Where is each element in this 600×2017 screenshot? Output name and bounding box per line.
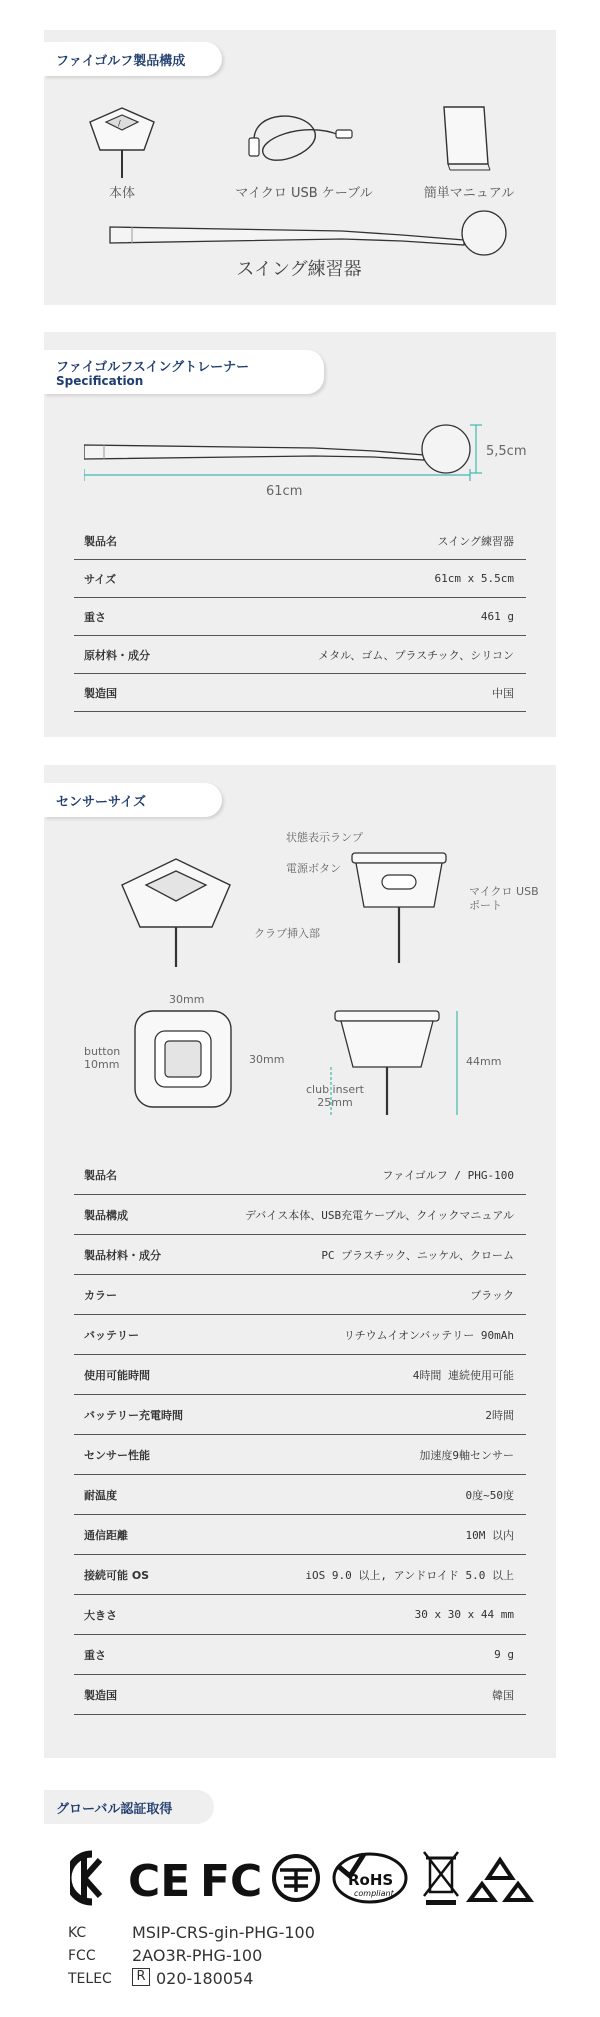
dim-side-height: 30mm bbox=[249, 1053, 285, 1066]
dim-top-width: 30mm bbox=[169, 993, 205, 1006]
spec-value: スイング練習器 bbox=[437, 534, 514, 548]
table-row bbox=[74, 1315, 526, 1355]
spec-key: バッテリー充電時間 bbox=[84, 1408, 183, 1422]
table-row bbox=[74, 1635, 526, 1675]
club-label: スイング練習器 bbox=[236, 259, 362, 280]
table-row bbox=[74, 1195, 526, 1235]
certification-logos bbox=[70, 1848, 540, 1908]
table-row bbox=[74, 1475, 526, 1515]
callout-club-insert: クラブ挿入部 bbox=[254, 927, 320, 940]
telec-mark-icon bbox=[274, 1856, 318, 1900]
sensor-tab: センサーサイズ bbox=[44, 783, 222, 817]
manual-illustration bbox=[436, 102, 496, 177]
spec-value: 韓国 bbox=[492, 1688, 514, 1702]
spec-value: リチウムイオンバッテリー 90mAh bbox=[343, 1328, 514, 1342]
component-label-cable: マイクロ USB ケーブル bbox=[235, 186, 373, 201]
trainer-dimension-illustration bbox=[84, 417, 524, 507]
component-label-body: 本体 bbox=[108, 186, 135, 201]
table-row bbox=[74, 636, 526, 674]
spec-value: 10M 以内 bbox=[465, 1528, 514, 1542]
cert-label-fcc: FCC bbox=[68, 1948, 96, 1964]
dim-button: button 10mm bbox=[84, 1045, 121, 1072]
table-row bbox=[74, 560, 526, 598]
spec-key: 製造国 bbox=[84, 1688, 117, 1702]
sensor-perspective-illustration bbox=[116, 845, 246, 975]
components-panel bbox=[44, 30, 556, 305]
table-row bbox=[74, 1355, 526, 1395]
table-row bbox=[74, 598, 526, 636]
spec-key: 製品名 bbox=[84, 534, 117, 548]
spec-value: ブラック bbox=[470, 1288, 514, 1302]
spec-value: 461 g bbox=[480, 610, 514, 623]
kc-mark-icon bbox=[70, 1854, 100, 1902]
components-tab: ファイゴルフ製品構成 bbox=[44, 42, 222, 76]
table-row bbox=[74, 1675, 526, 1715]
spec-value: PC プラスチック、ニッケル、クローム bbox=[321, 1248, 514, 1262]
spec-value: メタル、ゴム、プラスチック、シリコン bbox=[318, 648, 514, 662]
table-row bbox=[74, 1235, 526, 1275]
usb-cable-illustration bbox=[244, 100, 354, 180]
spec-value: 9 g bbox=[494, 1648, 514, 1661]
svg-text:RoHS: RoHS bbox=[348, 1871, 394, 1889]
callout-usb-port: マイクロ USB ポート bbox=[469, 885, 539, 913]
spec-value: 中国 bbox=[492, 686, 514, 700]
sensor-side-illustration bbox=[344, 845, 454, 975]
table-row bbox=[74, 1515, 526, 1555]
spec-key: 接続可能 OS bbox=[84, 1568, 150, 1582]
component-label-manual: 簡単マニュアル bbox=[423, 186, 515, 201]
spec-value: 4時間 連続使用可能 bbox=[412, 1368, 514, 1382]
spec-key: 重さ bbox=[84, 610, 106, 624]
trainer-tab-subtitle: Specification bbox=[56, 374, 144, 388]
trainer-length-dimension: 61cm bbox=[266, 484, 303, 499]
spec-key: センサー性能 bbox=[84, 1448, 150, 1462]
spec-key: カラー bbox=[84, 1288, 117, 1302]
spec-key: 通信距離 bbox=[84, 1528, 128, 1542]
trainer-height-dimension: 5,5cm bbox=[486, 444, 527, 459]
cert-label-kc: KC bbox=[68, 1925, 87, 1941]
weee-bin-icon bbox=[424, 1852, 458, 1905]
trainer-tab-title: ファイゴルフスイングトレーナー bbox=[56, 360, 250, 375]
trainer-spec-panel bbox=[44, 332, 556, 737]
rohs-mark-icon bbox=[334, 1854, 406, 1902]
table-row bbox=[74, 1435, 526, 1475]
spec-key: 製品構成 bbox=[84, 1208, 128, 1222]
spec-value: 61cm x 5.5cm bbox=[434, 572, 514, 585]
cert-label-telec: TELEC bbox=[68, 1971, 112, 1987]
sensor-spec-panel bbox=[44, 765, 556, 1758]
table-row bbox=[74, 674, 526, 712]
ce-mark-icon: CE bbox=[128, 1856, 191, 1907]
table-row bbox=[74, 1155, 526, 1195]
dim-height: 44mm bbox=[466, 1055, 502, 1068]
callout-status-lamp: 状態表示ランプ bbox=[286, 831, 363, 844]
cert-value-telec: 020-180054 bbox=[156, 1969, 254, 1988]
spec-value: 30 x 30 x 44 mm bbox=[414, 1608, 514, 1621]
spec-value: iOS 9.0 以上, アンドロイド 5.0 以上 bbox=[305, 1568, 514, 1582]
spec-key: 原材料・成分 bbox=[84, 648, 150, 662]
svg-text:compliant: compliant bbox=[354, 1889, 394, 1898]
cert-value-fcc: 2AO3R-PHG-100 bbox=[132, 1946, 263, 1965]
spec-key: 製品材料・成分 bbox=[84, 1248, 161, 1262]
dim-club-insert: club insert 25mm bbox=[306, 1083, 364, 1110]
table-row bbox=[74, 1595, 526, 1635]
spec-value: 0度~50度 bbox=[465, 1488, 514, 1502]
spec-value: 加速度9軸センサー bbox=[419, 1448, 514, 1462]
spec-key: バッテリー bbox=[84, 1328, 139, 1342]
spec-value: ファイゴルフ / PHG-100 bbox=[382, 1168, 514, 1182]
spec-key: 製品名 bbox=[84, 1168, 117, 1182]
table-row bbox=[74, 522, 526, 560]
spec-key: 大きさ bbox=[84, 1608, 117, 1622]
trainer-tab bbox=[44, 350, 324, 394]
cert-value-kc: MSIP-CRS-gin-PHG-100 bbox=[132, 1923, 315, 1942]
callout-power-button: 電源ボタン bbox=[286, 862, 341, 875]
fcc-mark-icon: FC bbox=[200, 1856, 263, 1907]
spec-value: 2時間 bbox=[485, 1408, 514, 1422]
spec-key: 耐温度 bbox=[84, 1488, 117, 1502]
spec-key: 使用可能時間 bbox=[84, 1368, 150, 1382]
trainer-spec-table bbox=[74, 522, 526, 712]
certification-tab: グローバル認証取得 bbox=[44, 1790, 214, 1824]
telec-r-mark-icon: R bbox=[132, 1968, 150, 1986]
table-row bbox=[74, 1395, 526, 1435]
spec-key: 製造国 bbox=[84, 686, 117, 700]
spec-key: サイズ bbox=[84, 572, 117, 586]
table-row bbox=[74, 1555, 526, 1595]
spec-value: デバイス本体、USB充電ケーブル、クイックマニュアル bbox=[244, 1208, 514, 1222]
svg-text:/: / bbox=[118, 119, 121, 128]
recycle-icon bbox=[470, 1860, 530, 1900]
spec-key: 重さ bbox=[84, 1648, 106, 1662]
sensor-top-view-illustration bbox=[129, 1005, 239, 1115]
sensor-spec-table bbox=[74, 1155, 526, 1715]
table-row bbox=[74, 1275, 526, 1315]
